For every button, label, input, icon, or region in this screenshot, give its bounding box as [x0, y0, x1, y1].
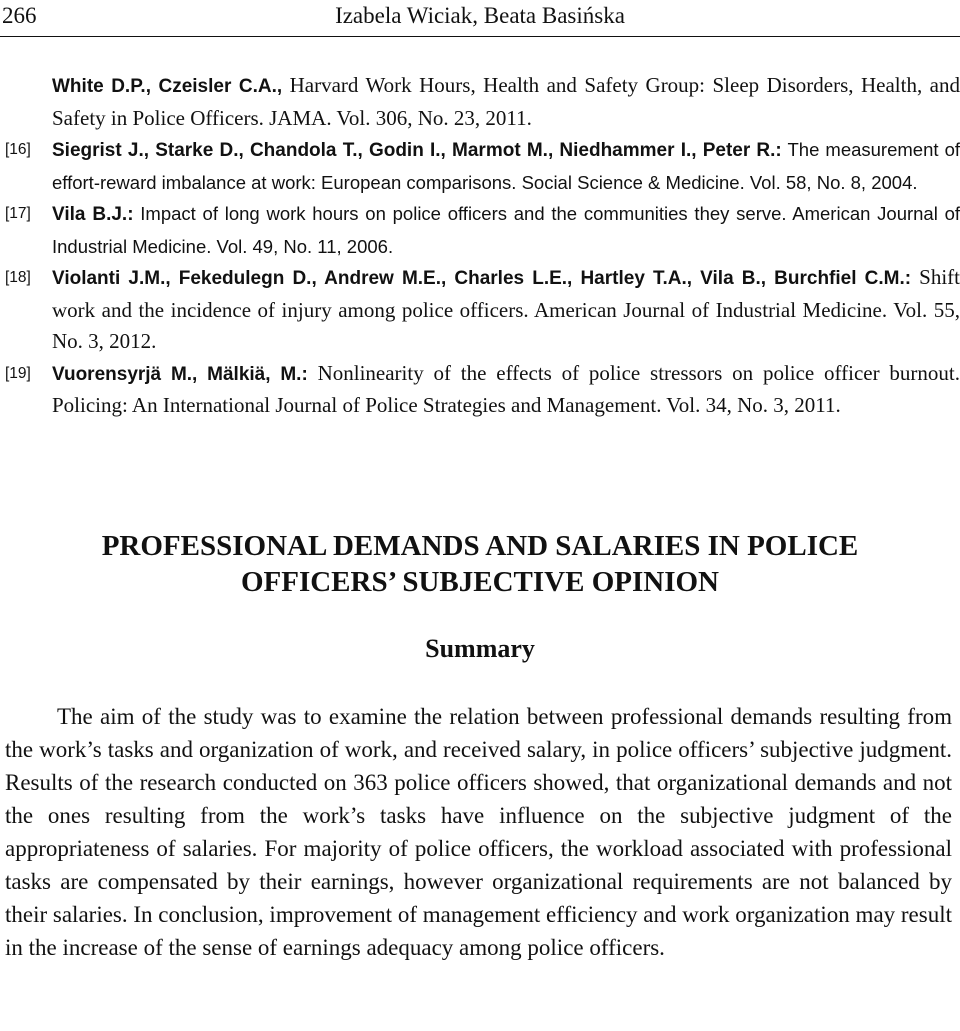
page-number: 266 — [2, 3, 37, 28]
reference-authors: White D.P., Czeisler C.A., — [52, 76, 283, 97]
summary-heading: Summary — [425, 634, 535, 663]
reference-item — [0, 198, 960, 262]
paper-title — [0, 528, 960, 600]
reference-text: The measurement of effort-reward imbalance at work: European comparisons. Social Science & Medicine. Vol. 58, No. 8, 2004. — [52, 139, 960, 193]
reference-item — [0, 134, 960, 198]
reference-number: [16] — [5, 141, 31, 158]
reference-authors: Siegrist J., Starke D., Chandola T., Godin I., Marmot M., Niedhammer I., Peter R.: — [52, 140, 782, 161]
paper-title-line: OFFICERS’ SUBJECTIVE OPINION — [240, 566, 720, 598]
summary-paragraph: The aim of the study was to examine the relation between professional demands resulting from the work’s tasks and organization of work, and received salary, in police officers’ subjective judgment. Results of the research conducted on 363 police officers showed, that organizational demands and not the ones resulting from the work’s tasks have influence on the subjective judgment of the appropriateness of salaries. For majority of police officers, the workload associated with professional tasks are compensated by their earnings, however organizational requirements are not balanced by their salaries. In conclusion, improvement of management efficiency and work organization may result in the increase of the sense of earnings adequacy among police officers. — [5, 704, 952, 960]
reference-item — [0, 262, 960, 358]
reference-text: Harvard Work Hours, Health and Safety Group: Sleep Disorders, Health, and Safety in Police Officers. JAMA. Vol. 306, No. 23, 2011. — [52, 73, 960, 130]
reference-authors: Violanti J.M., Fekedulegn D., Andrew M.E., Charles L.E., Hartley T.A., Vila B., Burchfiel C.M.: — [52, 268, 912, 289]
reference-number: [18] — [5, 269, 31, 286]
paper-title-line: PROFESSIONAL DEMANDS AND SALARIES IN POLICE — [101, 530, 859, 562]
reference-item — [0, 70, 960, 134]
reference-text: Impact of long work hours on police officers and the communities they serve. American Journal of Industrial Medicine. Vol. 49, No. 11, 2006. — [52, 203, 960, 257]
reference-item — [0, 358, 960, 422]
reference-authors: Vila B.J.: — [52, 204, 134, 225]
reference-authors: Vuorensyrjä M., Mälkiä, M.: — [52, 363, 308, 385]
reference-number: [17] — [5, 205, 31, 222]
reference-text: Nonlinearity of the effects of police stressors on police officer burnout. Policing: An International Journal of Police Strategies and Management. Vol. 34, No. 3, 2011. — [52, 360, 960, 417]
reference-list — [0, 70, 960, 422]
reference-number: [19] — [5, 364, 31, 382]
running-header-authors: Izabela Wiciak, Beata Basińska — [335, 3, 625, 28]
reference-text: Shift work and the incidence of injury among police officers. American Journal of Industrial Medicine. Vol. 55, No. 3, 2012. — [52, 265, 960, 353]
running-header — [0, 0, 960, 37]
